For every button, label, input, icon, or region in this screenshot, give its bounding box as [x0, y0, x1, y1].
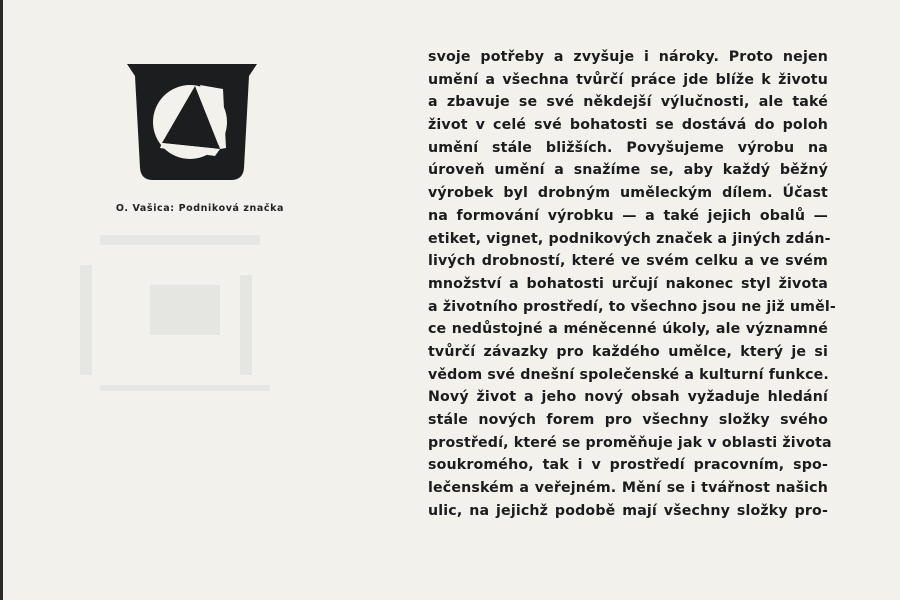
text-line: ulic, na jejichž podobě mají všechny složky pro- — [428, 502, 828, 519]
logo-caption: O. Vašica: Podniková značka — [115, 203, 285, 214]
text-line: prostředí, které se proměňuje jak v oblasti života — [428, 434, 832, 451]
text-line: etiket, vignet, podnikových značek a jiných zdán- — [428, 230, 831, 247]
text-line: vědom své dnešní společenské a kulturní funkce. — [428, 366, 829, 383]
text-line: umění stále bližších. Povyšujeme výrobu na — [428, 139, 828, 156]
text-line: úroveň umění a snažíme se, aby každý běžný — [428, 162, 828, 179]
text-line: stále nových forem pro všechny složky svého — [428, 412, 828, 428]
text-line: lečenském a veřejném. Mění se i tvářnost našich — [428, 480, 828, 497]
text-line: soukromého, tak i v prostředí pracovním, spo- — [428, 457, 828, 474]
body-text-column — [428, 46, 836, 522]
text-line: Nový život a jeho nový obsah vyžaduje hledání — [428, 389, 828, 406]
company-logo-icon — [127, 64, 257, 180]
text-line: umění a všechna tvůrčí práce jde blíže k životu — [428, 71, 828, 88]
text-line: a zbavuje se své někdejší výlučnosti, ale také — [428, 94, 828, 111]
text-line: na formování výrobku — a také jejich obalů — — [428, 207, 828, 224]
text-line: ce nedůstojné a méněcenné úkoly, ale významné — [428, 321, 828, 338]
text-line: a životního prostředí, to všechno jsou ne již uměl- — [428, 298, 836, 315]
text-line: život v celé své bohatosti se dostává do poloh — [428, 117, 828, 134]
text-line: množství a bohatosti určují nakonec styl života — [428, 275, 828, 292]
text-line: livých drobností, které ve svém celku a ve svém — [428, 253, 828, 270]
text-line: tvůrčí závazky pro každého umělce, který je si — [428, 343, 828, 360]
text-line: svoje potřeby a zvyšuje i nároky. Proto nejen — [428, 49, 828, 65]
show-through-ghost-image — [60, 235, 310, 410]
text-line: výrobek byl drobným uměleckým dílem. Účast — [428, 185, 828, 202]
page-edge-shadow — [0, 0, 3, 600]
